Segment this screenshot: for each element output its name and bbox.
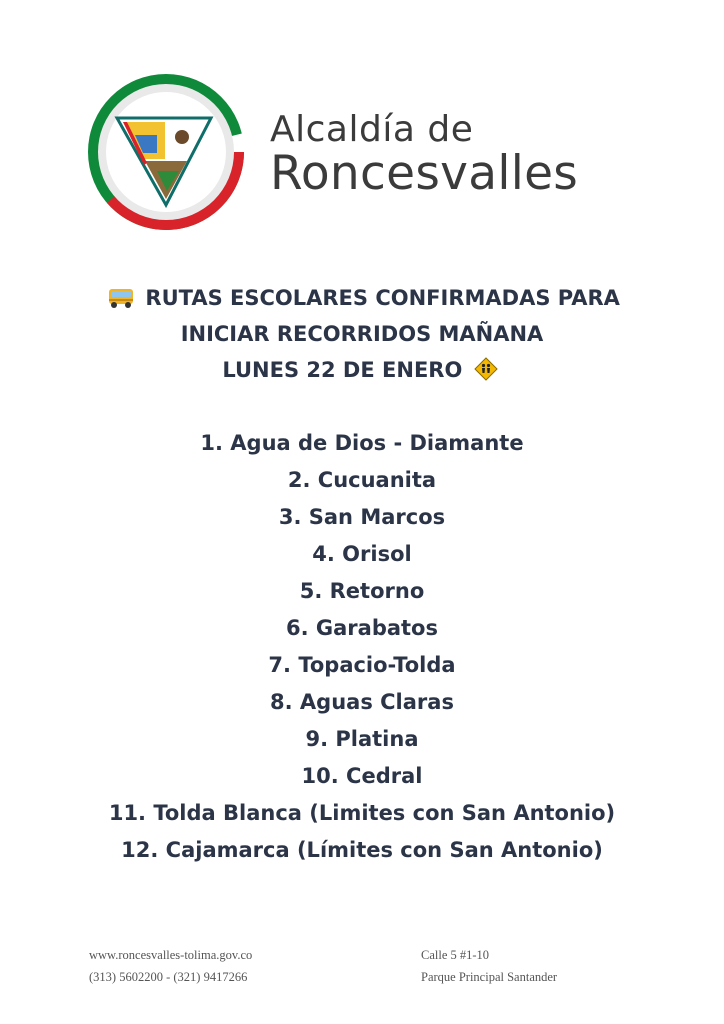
brand-line2: Roncesvalles <box>270 146 579 201</box>
route-item: 8. Aguas Claras <box>270 690 454 714</box>
route-item: 5. Retorno <box>299 579 425 603</box>
bus-icon <box>108 287 134 309</box>
brand-title <box>270 110 578 200</box>
route-item: 2. Cucuanita <box>287 468 437 492</box>
routes-list <box>0 425 724 869</box>
route-item: 3. San Marcos <box>278 505 446 529</box>
footer-address: Calle 5 #1-10 <box>421 948 490 962</box>
route-item: 4. Orisol <box>312 542 412 566</box>
footer-place: Parque Principal Santander <box>421 970 558 984</box>
footer-contact <box>89 944 252 988</box>
route-item: 11. Tolda Blanca (Limites con San Antonio) <box>108 801 616 825</box>
footer-website: www.roncesvalles-tolima.gov.co <box>89 948 253 962</box>
announcement-headline <box>0 280 724 388</box>
brand-line1: Alcaldía de <box>270 109 474 150</box>
header <box>0 0 724 250</box>
footer-address-block <box>421 944 557 988</box>
headline-line3: LUNES 22 DE ENERO <box>222 358 463 382</box>
route-item: 6. Garabatos <box>285 616 438 640</box>
headline-row-3 <box>0 352 724 388</box>
route-item: 1. Agua de Dios - Diamante <box>200 431 524 455</box>
school-crossing-sign-icon <box>474 357 498 381</box>
headline-line1: RUTAS ESCOLARES CONFIRMADAS PARA <box>145 286 620 310</box>
municipality-logo <box>87 73 245 231</box>
route-item: 7. Topacio-Tolda <box>268 653 456 677</box>
route-item: 10. Cedral <box>301 764 423 788</box>
route-item: 12. Cajamarca (Límites con San Antonio) <box>121 838 603 862</box>
headline-line2: INICIAR RECORRIDOS MAÑANA <box>180 322 544 346</box>
route-item: 9. Platina <box>305 727 419 751</box>
headline-row-1 <box>0 280 724 316</box>
footer-phones: (313) 5602200 - (321) 9417266 <box>89 970 248 984</box>
